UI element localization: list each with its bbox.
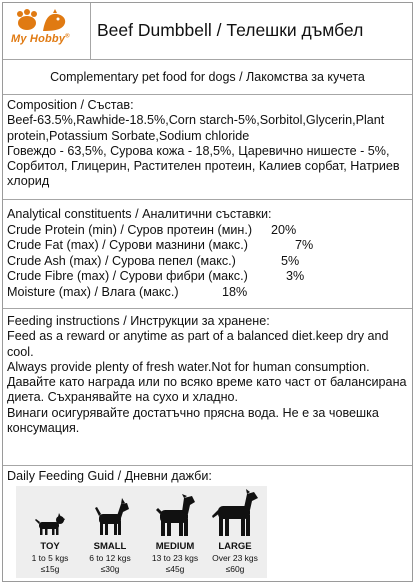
feeding-guide-panel bbox=[16, 486, 267, 578]
feeding-guide-section bbox=[3, 466, 412, 583]
analytical-heading: Analytical constituents / Аналитични съставки: bbox=[7, 207, 272, 221]
analytical-label: Moisture (max) / Влага (макс.) bbox=[7, 284, 179, 299]
analytical-value: 5% bbox=[281, 253, 300, 268]
product-subtitle: Complementary pet food for dogs / Лакомства за кучета bbox=[50, 70, 365, 84]
analytical-label: Crude Protein (min) / Суров протеин (мин.) bbox=[7, 222, 253, 237]
small-dog-icon bbox=[81, 486, 139, 538]
dog-size-name: SMALL bbox=[93, 541, 127, 552]
feeding-heading: Feeding instructions / Инструкции за хранене: bbox=[7, 314, 270, 328]
analytical-value: 20% bbox=[271, 222, 297, 237]
analytical-section bbox=[3, 200, 412, 309]
dog-daily-portion: ≤30g bbox=[100, 564, 120, 574]
product-label-sheet bbox=[2, 2, 413, 582]
dog-daily-portion: ≤45g bbox=[165, 564, 185, 574]
analytical-value: 3% bbox=[286, 269, 305, 283]
feeding-text-en-1: Feed as a reward or anytime as part of a balanced diet.keep dry and cool. bbox=[7, 329, 389, 359]
subtitle-row bbox=[3, 60, 412, 95]
feeding-guide-heading: Daily Feeding Guid / Дневни дажби: bbox=[7, 469, 212, 483]
dog-size-small bbox=[81, 486, 139, 578]
dog-size-name: TOY bbox=[40, 541, 60, 552]
analytical-value: 7% bbox=[295, 238, 314, 252]
dog-daily-portion: ≤60g bbox=[225, 564, 245, 574]
product-title: Beef Dumbbell / Телешки дъмбел bbox=[97, 20, 364, 40]
analytical-row bbox=[7, 238, 409, 254]
dog-weight-range: 13 to 23 kgs bbox=[151, 553, 199, 563]
feeding-text-bg-1: Давайте като награда или по всяко време като част от балансирана диета. Съхранявайте на сухо и хладно. bbox=[7, 375, 407, 405]
dog-size-medium bbox=[146, 486, 204, 578]
large-dog-icon bbox=[206, 486, 264, 538]
dog-size-name: LARGE bbox=[218, 541, 252, 552]
feeding-text-en-2: Always provide plenty of fresh water.Not for human consumption. bbox=[7, 359, 370, 374]
dog-weight-range: 6 to 12 kgs bbox=[89, 553, 131, 563]
analytical-label: Crude Fibre (max) / Сурови фибри (макс.) bbox=[7, 269, 248, 283]
medium-dog-icon bbox=[146, 486, 204, 538]
composition-heading: Composition / Състав: bbox=[7, 98, 134, 112]
header-row bbox=[3, 3, 412, 60]
dog-weight-range: Over 23 kgs bbox=[212, 553, 258, 563]
analytical-row bbox=[7, 269, 409, 285]
toy-dog-icon bbox=[21, 486, 79, 538]
dog-size-name: MEDIUM bbox=[155, 541, 195, 552]
dog-size-large bbox=[206, 486, 264, 578]
composition-text-en: Beef-63.5%,Rawhide-18.5%,Corn starch-5%,Sorbitol,Glycerin,Plant protein,Potassium Sorbate,Sodium chloride bbox=[7, 113, 385, 143]
dog-daily-portion: ≤15g bbox=[40, 564, 60, 574]
analytical-label: Crude Ash (max) / Сурова пепел (макс.) bbox=[7, 253, 236, 268]
feeding-section bbox=[3, 309, 412, 466]
feeding-text-bg-2: Винаги осигурявайте достатъчно прясна вода. Не е за човешка консумация. bbox=[7, 405, 379, 436]
composition-text-bg: Говеждо - 63,5%, Сурова кожа - 18,5%, Царевично нишесте - 5%, Сорбитол, Глицерин, Растителен протеин, Калиев сорбат, Натриев хлорид bbox=[7, 143, 400, 189]
analytical-row bbox=[7, 285, 409, 301]
brand-logo bbox=[3, 3, 91, 59]
analytical-row bbox=[7, 223, 409, 239]
dog-weight-range: 1 to 5 kgs bbox=[31, 553, 69, 563]
analytical-value: 18% bbox=[222, 284, 248, 299]
dog-size-toy bbox=[21, 486, 79, 578]
composition-section bbox=[3, 95, 412, 200]
analytical-row bbox=[7, 254, 409, 270]
paw-logo-icon bbox=[13, 9, 71, 33]
analytical-label: Crude Fat (max) / Сурови мазнини (макс.) bbox=[7, 238, 248, 252]
logo-wordmark: My Hobby® bbox=[11, 33, 70, 45]
